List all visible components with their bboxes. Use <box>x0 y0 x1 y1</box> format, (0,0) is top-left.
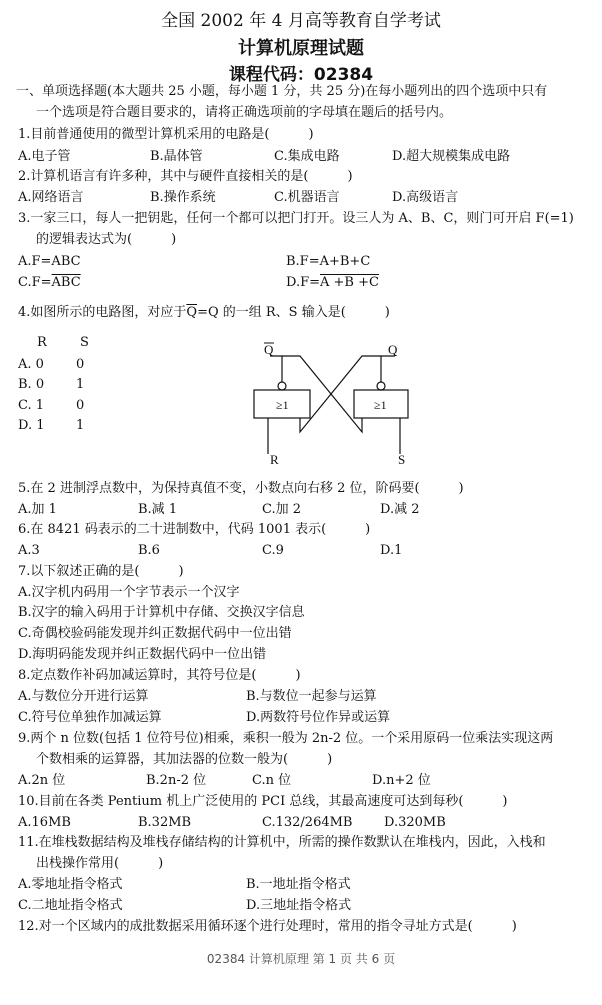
q5-option-a: A.加 1 <box>18 502 57 517</box>
q4-option-b-s: 1 <box>76 377 85 392</box>
section-heading-cont: 一个选项是符合题目要求的，请将正确选项前的字母填在题后的括号内。 <box>36 105 453 120</box>
q4-header-r: R <box>37 335 47 350</box>
q11-option-a: A.零地址指令格式 <box>18 877 123 892</box>
q3-option-a: A.F=ABC <box>18 254 81 269</box>
q4-option-b: B. 0 <box>18 377 45 392</box>
page-footer: 02384 计算机原理 第 1 页 共 6 页 <box>206 952 396 966</box>
exam-title: 全国 2002 年 4 月高等教育自学考试 <box>161 11 441 31</box>
q9-option-b: B.2n-2 位 <box>146 773 207 788</box>
q5-option-c: C.加 2 <box>262 502 302 517</box>
q7-option-d: D.海明码能发现并纠正数据代码中一位出错 <box>18 647 267 662</box>
subject-title: 计算机原理试题 <box>238 38 364 59</box>
q11-stem-cont: 出栈操作常用( ) <box>36 856 164 871</box>
q6-option-a: A.3 <box>18 543 40 558</box>
q2-stem: 2.计算机语言有许多种，其中与硬件直接相关的是( ) <box>18 169 353 184</box>
diagram-qbar-label: Q <box>264 342 274 357</box>
q5-option-b: B.减 1 <box>138 502 178 517</box>
gate-left-label: ≥1 <box>276 398 289 412</box>
q4-option-a-s: 0 <box>76 357 85 372</box>
q6-stem: 6.在 8421 码表示的二十进制数中，代码 1001 表示( ) <box>18 522 371 537</box>
q9-option-a: A.2n 位 <box>18 773 66 788</box>
q7-option-b: B.汉字的输入码用于计算机中存储、交换汉字信息 <box>18 605 305 620</box>
q7-option-a: A.汉字机内码用一个字节表示一个汉字 <box>18 585 240 600</box>
q8-option-c: C.符号位单独作加减运算 <box>18 710 162 725</box>
q4-option-d-s: 1 <box>76 418 85 433</box>
q8-option-b: B.与数位一起参与运算 <box>246 689 377 704</box>
q7-stem: 7.以下叙述正确的是( ) <box>18 564 184 579</box>
q4-stem: 4.如图所示的电路图，对应于$\overline{Q}=Q$ 的一组 R、S 输入是( ) <box>18 305 390 320</box>
q3-stem: 3.一家三口，每人一把钥匙，任何一个都可以把门打开。设三人为 A、B、C，则门可开启 F(=1) <box>18 211 574 226</box>
q4-header-s: S <box>80 335 89 350</box>
q11-option-d: D.三地址指令格式 <box>246 898 352 913</box>
diagram-q-label: Q <box>388 342 398 357</box>
q7-option-c: C.奇偶校验码能发现并纠正数据代码中一位出错 <box>18 626 292 641</box>
q8-stem: 8.定点数作补码加减运算时，其符号位是( ) <box>18 668 301 683</box>
q2-option-a: A.网络语言 <box>18 190 84 205</box>
q9-option-d: D.n+2 位 <box>372 773 431 788</box>
q2-option-d: D.高级语言 <box>392 190 459 205</box>
q11-option-c: C.二地址指令格式 <box>18 898 123 913</box>
q10-stem: 10.目前在各类 Pentium 机上广泛使用的 PCI 总线，其最高速度可达到每秒( ) <box>18 794 508 809</box>
q6-option-d: D.1 <box>380 543 403 558</box>
diagram-r-label: R <box>270 452 279 466</box>
q3-stem-cont: 的逻辑表达式为( ) <box>36 232 177 247</box>
q10-option-a: A.16MB <box>18 815 71 830</box>
q5-option-d: D.减 2 <box>380 502 420 517</box>
q6-option-c: C.9 <box>262 543 284 558</box>
rs-flipflop-diagram <box>250 340 420 466</box>
q4-option-c-s: 0 <box>76 398 85 413</box>
q3-option-c: $C.F=\overline{ABC}$ <box>18 275 81 290</box>
q2-option-c: C.机器语言 <box>274 190 340 205</box>
gate-right-label: ≥1 <box>374 398 387 412</box>
q4-option-a: A. 0 <box>18 357 44 372</box>
q3-option-d: D.F=A +B +C <box>286 275 379 290</box>
q1-option-b: B.晶体管 <box>150 149 203 164</box>
course-code: 课程代码：02384 <box>228 65 374 85</box>
q10-option-c: C.132/264MB <box>262 815 353 830</box>
q1-option-c: C.集成电路 <box>274 149 340 164</box>
q11-option-b: B.一地址指令格式 <box>246 877 351 892</box>
q9-stem: 9.两个 n 位数(包括 1 位符号位)相乘，乘积一般为 2n-2 位。一个采用原码一位乘法实现这两 <box>18 731 554 746</box>
diagram-s-label: S <box>398 452 406 466</box>
q4-option-c: C. 1 <box>18 398 45 413</box>
q5-stem: 5.在 2 进制浮点数中，为保持真值不变，小数点向右移 2 位，阶码要( ) <box>18 481 464 496</box>
q1-option-a: A.电子管 <box>18 149 71 164</box>
q2-option-b: B.操作系统 <box>150 190 216 205</box>
q1-stem: 1.目前普通使用的微型计算机采用的电路是( ) <box>18 127 314 142</box>
q11-stem: 11.在堆栈数据结构及堆栈存储结构的计算机中，所需的操作数默认在堆栈内，因此，入栈和 <box>18 835 546 850</box>
q3-option-b: B.F=A+B+C <box>286 254 371 269</box>
q9-stem-cont: 个数相乘的运算器，其加法器的位数一般为( ) <box>36 752 333 767</box>
q1-option-d: D.超大规模集成电路 <box>392 149 511 164</box>
q4-option-d: D. 1 <box>18 418 45 433</box>
q9-option-c: C.n 位 <box>252 773 292 788</box>
q6-option-b: B.6 <box>138 543 160 558</box>
q12-stem: 12.对一个区域内的成批数据采用循环逐个进行处理时，常用的指令寻址方式是( ) <box>18 919 517 934</box>
q10-option-d: D.320MB <box>384 815 446 830</box>
q8-option-a: A.与数位分开进行运算 <box>18 689 149 704</box>
q8-option-d: D.两数符号位作异或运算 <box>246 710 391 725</box>
section-heading: 一、单项选择题(本大题共 25 小题，每小题 1 分，共 25 分)在每小题列出的四个选项中只有 <box>16 84 548 99</box>
q10-option-b: B.32MB <box>138 815 192 830</box>
